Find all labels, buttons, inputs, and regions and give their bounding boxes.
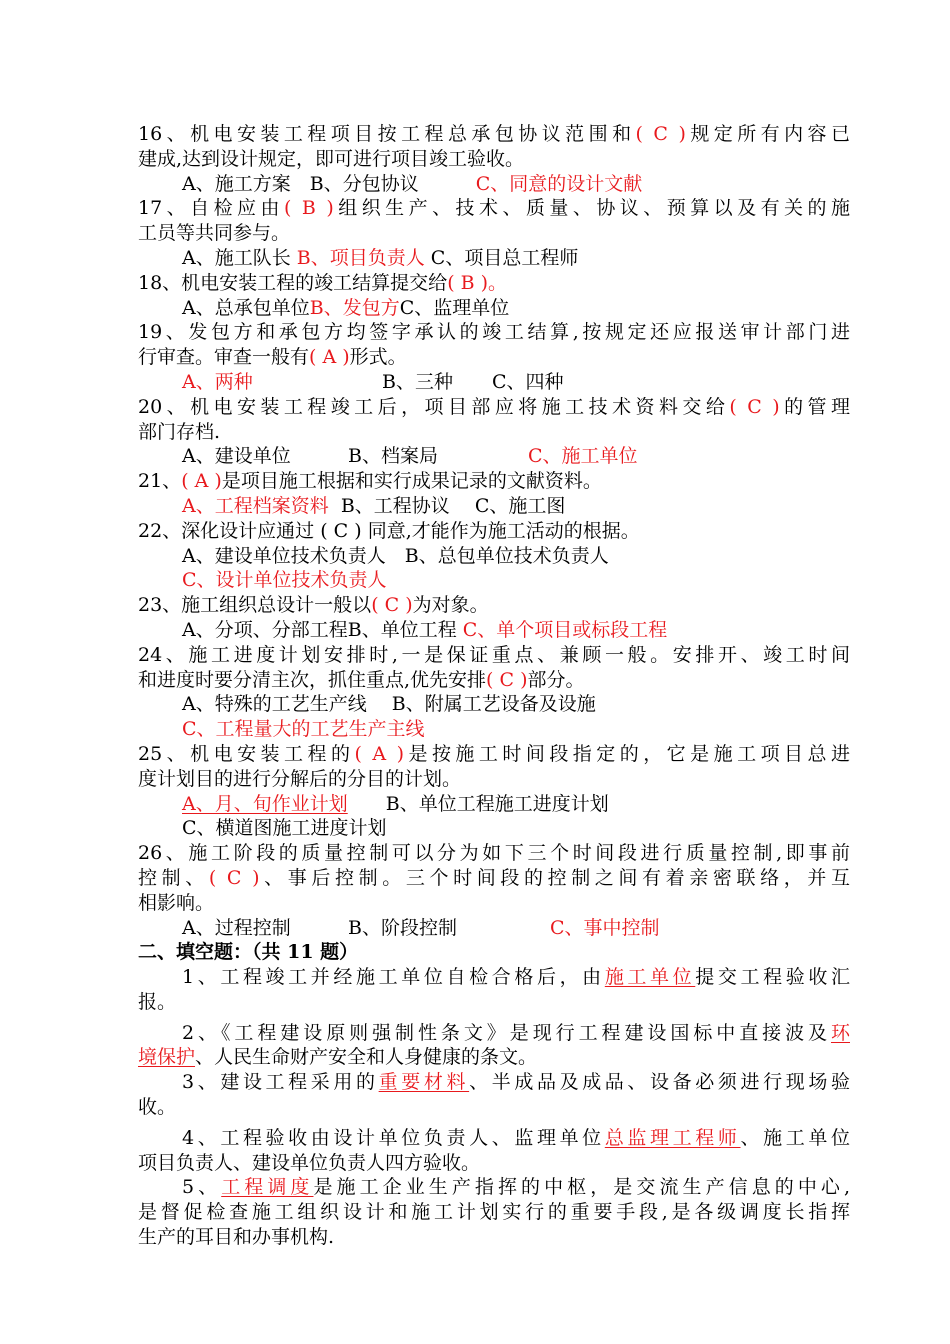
fill-answer-2b: 境保护 <box>138 1046 196 1069</box>
options-22 <box>138 544 850 569</box>
question-19-cont: 行审查。审查一般有( A )形式。 <box>138 346 407 369</box>
document-page <box>138 122 850 1250</box>
question-18: 18、机电安装工程的竣工结算提交给( B )。 <box>138 271 508 294</box>
options-19 <box>138 370 850 395</box>
option-b: B、单位工程 <box>347 618 457 641</box>
question-21: 21、( A )是项目施工根据和实行成果记录的文献资料。 <box>138 470 602 493</box>
answer-26: ( C ) <box>208 866 260 889</box>
option-b: B、分包协议 <box>309 172 419 195</box>
fill-1: 1、工程竣工并经施工单位自检合格后，由施工单位提交工程验收汇 <box>182 966 850 989</box>
answer-25: ( A ) <box>354 742 405 765</box>
question-26: 26、施工阶段的质量控制可以分为如下三个时间段进行质量控制,即事前 <box>138 842 850 865</box>
question-24: 24、施工进度计划安排时,一是保证重点、兼顾一般。安排开、竣工时间 <box>138 643 850 666</box>
question-17-cont: 工员等共同参与。 <box>138 222 291 245</box>
fill-3: 3、建设工程采用的重要材料、半成品及成品、设备必须进行现场验 <box>182 1071 850 1094</box>
option-a: A、分项、分部工程 <box>182 618 348 641</box>
answer-19: ( A ) <box>309 346 350 369</box>
option-a: A、总承包单位 <box>182 296 310 319</box>
options-20 <box>138 444 850 469</box>
option-b: B、单位工程施工进度计划 <box>385 792 609 815</box>
question-25: 25、机电安装工程的( A )是按施工时间段指定的，它是施工项目总进 <box>138 742 850 765</box>
option-a: A、建设单位 <box>182 445 291 468</box>
fill-answer-3: 重要材料 <box>378 1071 470 1094</box>
option-c: C、事中控制 <box>550 916 660 939</box>
options-26 <box>138 916 850 941</box>
option-c: C、监理单位 <box>399 296 510 319</box>
question-20-cont: 部门存档. <box>138 420 221 443</box>
fill-answer-5: 工程调度 <box>221 1176 314 1199</box>
question-26-cont: 控制、( C )、事后控制。三个时间段的控制之间有着亲密联络，并互 <box>138 866 850 889</box>
option-c-24: C、工程量大的工艺生产主线 <box>182 718 425 741</box>
option-b: B、发包方 <box>309 296 400 319</box>
option-c: C、四种 <box>492 370 564 393</box>
option-a: A、工程档案资料 <box>182 494 329 517</box>
option-c: C、施工图 <box>474 494 566 517</box>
option-a: A、施工方案 <box>182 172 291 195</box>
option-b: B、项目负责人 <box>296 246 425 269</box>
options-16 <box>138 172 850 197</box>
question-22: 22、深化设计应通过 ( C ) 同意,才能作为施工活动的根据。 <box>138 519 640 542</box>
option-c-25: C、横道图施工进度计划 <box>182 817 387 840</box>
option-a: A、特殊的工艺生产线 <box>182 693 367 716</box>
answer-17: ( B ) <box>283 197 334 220</box>
answer-20: ( C ) <box>729 395 780 418</box>
fill-2: 2、《工程建设原则强制性条文》是现行工程建设国标中直接波及环 <box>182 1021 850 1044</box>
question-26-cont2: 相影响。 <box>138 891 215 914</box>
option-a: A、建设单位技术负责人 <box>182 544 386 567</box>
options-21 <box>138 494 850 519</box>
question-16: 16、机电安装工程项目按工程总承包协议范围和( C )规定所有内容已 <box>138 123 850 145</box>
option-a: A、月、旬作业计划 <box>182 792 348 815</box>
question-16-cont: 建成,达到设计规定，即可进行项目竣工验收。 <box>138 147 525 170</box>
fill-4-cont: 项目负责人、建设单位负责人四方验收。 <box>138 1151 481 1174</box>
option-b: B、总包单位技术负责人 <box>404 544 609 567</box>
question-19: 19、发包方和承包方均签字承认的竣工结算,按规定还应报送审计部门进 <box>138 321 850 344</box>
option-b: B、工程协议 <box>340 494 450 517</box>
option-b: B、阶段控制 <box>348 916 457 939</box>
options-24 <box>138 692 850 717</box>
options-17 <box>138 246 850 271</box>
fill-answer-4: 总监理工程师 <box>604 1126 741 1149</box>
fill-answer-2a: 环 <box>830 1021 850 1044</box>
fill-5-cont: 是督促检查施工组织设计和施工计划实行的重要手段,是各级调度长指挥 <box>138 1201 850 1224</box>
options-18 <box>138 296 850 321</box>
fill-2-cont: 境保护、人民生命财产安全和人身健康的条文。 <box>138 1046 538 1069</box>
question-20: 20、机电安装工程竣工后，项目部应将施工技术资料交给( C )的管理 <box>138 395 850 418</box>
option-b: B、档案局 <box>348 445 438 468</box>
options-25 <box>138 792 850 817</box>
answer-18: ( B )。 <box>447 271 508 294</box>
fill-5: 5、工程调度是施工企业生产指挥的中枢，是交流生产信息的中心, <box>182 1176 850 1199</box>
option-a: A、两种 <box>182 370 253 393</box>
option-b: B、附属工艺设备及设施 <box>391 693 596 716</box>
question-25-cont: 度计划目的进行分解后的分目的计划。 <box>138 767 462 790</box>
fill-3-cont: 收。 <box>138 1096 177 1119</box>
option-c-22: C、设计单位技术负责人 <box>182 569 387 592</box>
fill-5-cont2: 生产的耳目和办事机构. <box>138 1226 335 1249</box>
options-23 <box>138 618 850 643</box>
question-23: 23、施工组织总设计一般以( C )为对象。 <box>138 594 489 617</box>
option-c: C、项目总工程师 <box>430 246 579 269</box>
fill-1-cont: 报。 <box>138 990 177 1013</box>
option-b: B、三种 <box>382 370 453 393</box>
option-c: C、单个项目或标段工程 <box>462 618 668 641</box>
question-24-cont: 和进度时要分清主次，抓住重点,优先安排( C )部分。 <box>138 668 585 691</box>
option-a: A、施工队长 <box>182 246 291 269</box>
option-a: A、过程控制 <box>182 916 291 939</box>
answer-24: ( C ) <box>486 668 528 691</box>
fill-answer-1: 施工单位 <box>604 966 696 989</box>
question-17: 17、自检应由( B )组织生产、技术、质量、协议、预算以及有关的施 <box>138 197 850 220</box>
answer-21: ( A ) <box>181 470 222 493</box>
answer-16: ( C ) <box>635 123 686 145</box>
option-c: C、施工单位 <box>528 445 638 468</box>
section-heading: 二、填空题：（共 11 题） <box>138 941 359 964</box>
fill-4: 4、工程验收由设计单位负责人、监理单位总监理工程师、施工单位 <box>182 1126 850 1149</box>
answer-23: ( C ) <box>371 594 413 617</box>
option-c: C、同意的设计文献 <box>475 172 643 195</box>
